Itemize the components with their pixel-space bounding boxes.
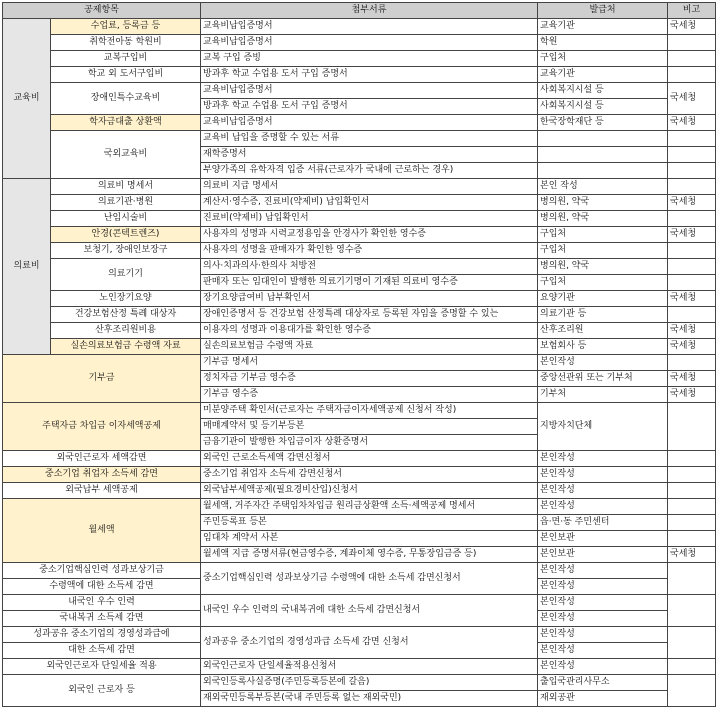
doc-cell: 장기요양급여비 납부확인서	[201, 291, 538, 307]
issuer-cell: 병의원, 약국	[538, 211, 668, 227]
issuer-cell: 병의원, 약국	[538, 195, 668, 211]
note-cell: 국세청	[668, 291, 716, 307]
sub-item: 난임시술비	[51, 211, 201, 227]
doc-cell: 기부금 명세서	[201, 355, 538, 371]
sub-item: 교복구입비	[51, 51, 201, 67]
table-row	[3, 211, 716, 227]
note-cell: 국세청	[668, 115, 716, 131]
issuer-cell: 사회복지시설 등	[538, 99, 668, 115]
item-talent-return-line2: 국내복귀 소득세 감면	[3, 611, 201, 627]
doc-cell: 미분양주택 확인서(근로자는 주택자금이자세액공제 신청서 작성)	[201, 403, 538, 419]
note-cell	[668, 659, 716, 675]
issuer-cell	[538, 163, 668, 179]
table-row	[3, 307, 716, 323]
doc-cell: 부양가족의 유학자격 입증 서류(근로자가 국내에 근로하는 경우)	[201, 163, 538, 179]
table-row	[3, 339, 716, 355]
issuer-cell: 지방자치단체	[538, 403, 668, 451]
table-row	[3, 451, 716, 467]
note-cell: 국세청	[668, 195, 716, 211]
issuer-cell: 재외공관	[538, 691, 668, 707]
sub-item: 국외교육비	[51, 131, 201, 179]
issuer-cell: 본인작성	[538, 643, 668, 659]
issuer-cell: 구입처	[538, 243, 668, 259]
note-cell	[668, 467, 716, 483]
doc-cell: 교복 구입 증빙	[201, 51, 538, 67]
sub-item: 학자금대출 상환액	[51, 115, 201, 131]
note-cell	[668, 35, 716, 51]
issuer-cell: 사회복지시설 등	[538, 83, 668, 99]
doc-cell: 장애인증명서 등 건강보험 산정특례 대상자로 등록된 자임을 증명할 수 있는	[201, 307, 538, 323]
deduction-documents-table	[2, 2, 716, 707]
item-housing: 주택자금 차입금 이자세액공제	[3, 403, 201, 451]
note-cell	[668, 67, 716, 83]
doc-cell: 이용자의 성명과 이용대가를 확인한 영수증	[201, 323, 538, 339]
note-cell	[668, 243, 716, 259]
doc-cell: 판매자 또는 임대인이 발행한 의료기기명이 기재된 의료비 영수증	[201, 275, 538, 291]
table-row	[3, 131, 716, 147]
item-flat-rate: 외국인근로자 단일세율 적용	[3, 659, 201, 675]
doc-cell: 실손의료보험금 수령액 자료	[201, 339, 538, 355]
doc-cell: 교육비납입증명서	[201, 83, 538, 99]
item-sme-core-talent-line1: 중소기업핵심인력 성과보상기금	[3, 563, 201, 579]
issuer-cell: 본인작성	[538, 499, 668, 515]
sub-item: 의료기관·병원	[51, 195, 201, 211]
item-profit-sharing-line1: 성과공유 중소기업의 경영성과급에	[3, 627, 201, 643]
note-cell	[668, 275, 716, 291]
issuer-cell: 요양기관	[538, 291, 668, 307]
doc-cell: 정치자금 기부금 영수증	[201, 371, 538, 387]
header-item: 공제항목	[3, 3, 201, 19]
sub-item: 안경(콘텍트렌즈)	[51, 227, 201, 243]
sub-item: 노인장기요양	[51, 291, 201, 307]
doc-cell: 재학증명서	[201, 147, 538, 163]
issuer-cell: 본인보관	[538, 547, 668, 563]
issuer-cell	[538, 131, 668, 147]
item-sme-employee-reduction: 중소기업 취업자 소득세 감면	[3, 467, 201, 483]
table-row	[3, 563, 716, 579]
sub-item: 실손의료보험금 수령액 자료	[51, 339, 201, 355]
issuer-cell: 교육기관	[538, 19, 668, 35]
doc-cell: 의사·치과의사·한의사 처방전	[201, 259, 538, 275]
issuer-cell: 중앙선관위 또는 기부처	[538, 371, 668, 387]
item-profit-sharing-line2: 대한 소득세 감면	[3, 643, 201, 659]
issuer-cell: 한국장학재단 등	[538, 115, 668, 131]
issuer-cell: 본인작성	[538, 627, 668, 643]
table-row	[3, 243, 716, 259]
issuer-cell	[538, 147, 668, 163]
sub-item: 보청기, 장애인보장구	[51, 243, 201, 259]
issuer-cell: 본인작성	[538, 579, 668, 595]
issuer-cell: 구입처	[538, 51, 668, 67]
table-row	[3, 627, 716, 643]
issuer-cell: 구입처	[538, 227, 668, 243]
issuer-cell: 구입처	[538, 275, 668, 291]
doc-cell: 기부금 영수증	[201, 387, 538, 403]
doc-cell: 방과후 학교 수업용 도서 구입 증명서	[201, 99, 538, 115]
table-row	[3, 19, 716, 35]
note-cell	[668, 179, 716, 195]
item-sme-core-talent-line2: 수령액에 대한 소득세 감면	[3, 579, 201, 595]
table-row	[3, 51, 716, 67]
table-row	[3, 659, 716, 675]
category-education: 교육비	[3, 19, 51, 179]
table-row	[3, 483, 716, 499]
sub-item: 장애인특수교육비	[51, 83, 201, 115]
note-cell	[668, 563, 716, 595]
issuer-cell: 보험회사 등	[538, 339, 668, 355]
table-row	[3, 115, 716, 131]
table-row	[3, 403, 716, 419]
issuer-cell: 본인보관	[538, 531, 668, 547]
item-foreign-worker-reduction: 외국인근로자 세액감면	[3, 451, 201, 467]
table-row	[3, 83, 716, 99]
doc-cell: 교육비 납입을 증명할 수 있는 서류	[201, 131, 538, 147]
note-cell	[668, 307, 716, 323]
table-row	[3, 323, 716, 339]
issuer-cell: 병의원, 약국	[538, 259, 668, 275]
note-cell	[668, 499, 716, 515]
note-cell: 국세청	[668, 323, 716, 339]
note-cell: 국세청	[668, 547, 716, 563]
table-row	[3, 195, 716, 211]
doc-cell: 내국인 우수 인력의 국내복귀에 대한 소득세 감면신청서	[201, 595, 538, 627]
sub-item: 의료비 명세서	[51, 179, 201, 195]
doc-cell: 금융기관이 발행한 차입금이자 상환증명서	[201, 435, 538, 451]
doc-cell: 월세액 지급 증명서류(현금영수증, 계좌이체 영수증, 무통장입금증 등)	[201, 547, 538, 563]
item-rent: 월세액	[3, 499, 201, 563]
note-cell	[668, 147, 716, 163]
doc-cell: 외국인근로자 단일세율적용신청서	[201, 659, 538, 675]
header-issuer: 발급처	[538, 3, 668, 19]
issuer-cell: 읍·면·동 주민센터	[538, 515, 668, 531]
issuer-cell: 본인작성	[538, 467, 668, 483]
note-cell: 국세청	[668, 371, 716, 387]
note-cell	[668, 131, 716, 147]
header-row	[3, 3, 716, 19]
doc-cell: 계산서·영수증, 진료비(약제비) 납입확인서	[201, 195, 538, 211]
note-cell	[668, 163, 716, 179]
note-cell: 국세청	[668, 339, 716, 355]
note-cell: 국세청	[668, 227, 716, 243]
sub-item: 취학전아동 학원비	[51, 35, 201, 51]
issuer-cell: 본인작성	[538, 563, 668, 579]
item-foreigner: 외국인 근로자 등	[3, 675, 201, 707]
note-cell	[668, 675, 716, 707]
sub-item: 건강보험산정 특례 대상자	[51, 307, 201, 323]
table-row	[3, 675, 716, 691]
table-row	[3, 355, 716, 371]
doc-cell: 외국인등록사실증명(주민등록등본에 갈음)	[201, 675, 538, 691]
note-cell	[668, 451, 716, 467]
doc-cell: 외국인 근로소득세액 감면신청서	[201, 451, 538, 467]
doc-cell: 월세액, 거주자간 주택임차차입금 원리금상환액 소득·세액공제 명세서	[201, 499, 538, 515]
category-medical: 의료비	[3, 179, 51, 355]
note-cell	[668, 51, 716, 67]
note-cell	[668, 403, 716, 451]
table-row	[3, 35, 716, 51]
doc-cell: 매매계약서 및 등기부등본	[201, 419, 538, 435]
note-cell	[668, 595, 716, 627]
note-cell	[668, 355, 716, 371]
sub-item: 수업료, 등록금 등	[51, 19, 201, 35]
note-cell: 국세청	[668, 19, 716, 35]
note-cell: 국세청	[668, 387, 716, 403]
doc-cell: 중소기업핵심인력 성과보상기금 수령액에 대한 소득세 감면신청서	[201, 563, 538, 595]
issuer-cell: 본인 작성	[538, 179, 668, 195]
note-cell	[668, 259, 716, 275]
doc-cell: 교육비납입증명서	[201, 35, 538, 51]
doc-cell: 재외국민등록부등본(국내 주민등록 없는 재외국민)	[201, 691, 538, 707]
doc-cell: 교육비납입증명서	[201, 115, 538, 131]
item-donation: 기부금	[3, 355, 201, 403]
note-cell	[668, 531, 716, 547]
note-cell	[668, 627, 716, 659]
table-row	[3, 595, 716, 611]
header-docs: 첨부서류	[201, 3, 538, 19]
table-row	[3, 467, 716, 483]
issuer-cell: 산후조리원	[538, 323, 668, 339]
table-row	[3, 67, 716, 83]
issuer-cell: 의료기관 등	[538, 307, 668, 323]
header-note: 비고	[668, 3, 716, 19]
item-talent-return-line1: 내국인 우수 인력	[3, 595, 201, 611]
item-foreign-tax-credit: 외국납부 세액공제	[3, 483, 201, 499]
note-cell	[668, 483, 716, 499]
issuer-cell: 본인작성	[538, 659, 668, 675]
issuer-cell: 본인작성	[538, 595, 668, 611]
doc-cell: 의료비 지급 명세서	[201, 179, 538, 195]
doc-cell: 성과공유 중소기업의 경영성과급 소득세 감면 신청서	[201, 627, 538, 659]
doc-cell: 교육비납입증명서	[201, 19, 538, 35]
issuer-cell: 본인작성	[538, 483, 668, 499]
doc-cell: 사용자의 성명과 시력교정용임을 안경사가 확인한 영수증	[201, 227, 538, 243]
table-row	[3, 259, 716, 275]
doc-cell: 임대차 계약서 사본	[201, 531, 538, 547]
sub-item: 학교 외 도서구입비	[51, 67, 201, 83]
note-cell: 국세청	[668, 83, 716, 115]
issuer-cell: 본인작성	[538, 355, 668, 371]
issuer-cell: 출입국관리사무소	[538, 675, 668, 691]
issuer-cell: 기부처	[538, 387, 668, 403]
table-row	[3, 227, 716, 243]
note-cell	[668, 211, 716, 227]
doc-cell: 중소기업 취업자 소득세 감면신청서	[201, 467, 538, 483]
sub-item: 의료기기	[51, 259, 201, 291]
sub-item: 산후조리원비용	[51, 323, 201, 339]
doc-cell: 주민등록표 등본	[201, 515, 538, 531]
issuer-cell: 교육기관	[538, 67, 668, 83]
note-cell	[668, 515, 716, 531]
issuer-cell: 학원	[538, 35, 668, 51]
doc-cell: 방과후 학교 수업용 도서 구입 증명서	[201, 67, 538, 83]
table-row	[3, 291, 716, 307]
table-row	[3, 179, 716, 195]
issuer-cell: 본인작성	[538, 611, 668, 627]
doc-cell: 진료비(약제비) 납입확인서	[201, 211, 538, 227]
doc-cell: 사용자의 성명을 판매자가 확인한 영수증	[201, 243, 538, 259]
doc-cell: 외국납부세액공제(필요경비산입)신청서	[201, 483, 538, 499]
issuer-cell: 본인작성	[538, 451, 668, 467]
table-row	[3, 499, 716, 515]
